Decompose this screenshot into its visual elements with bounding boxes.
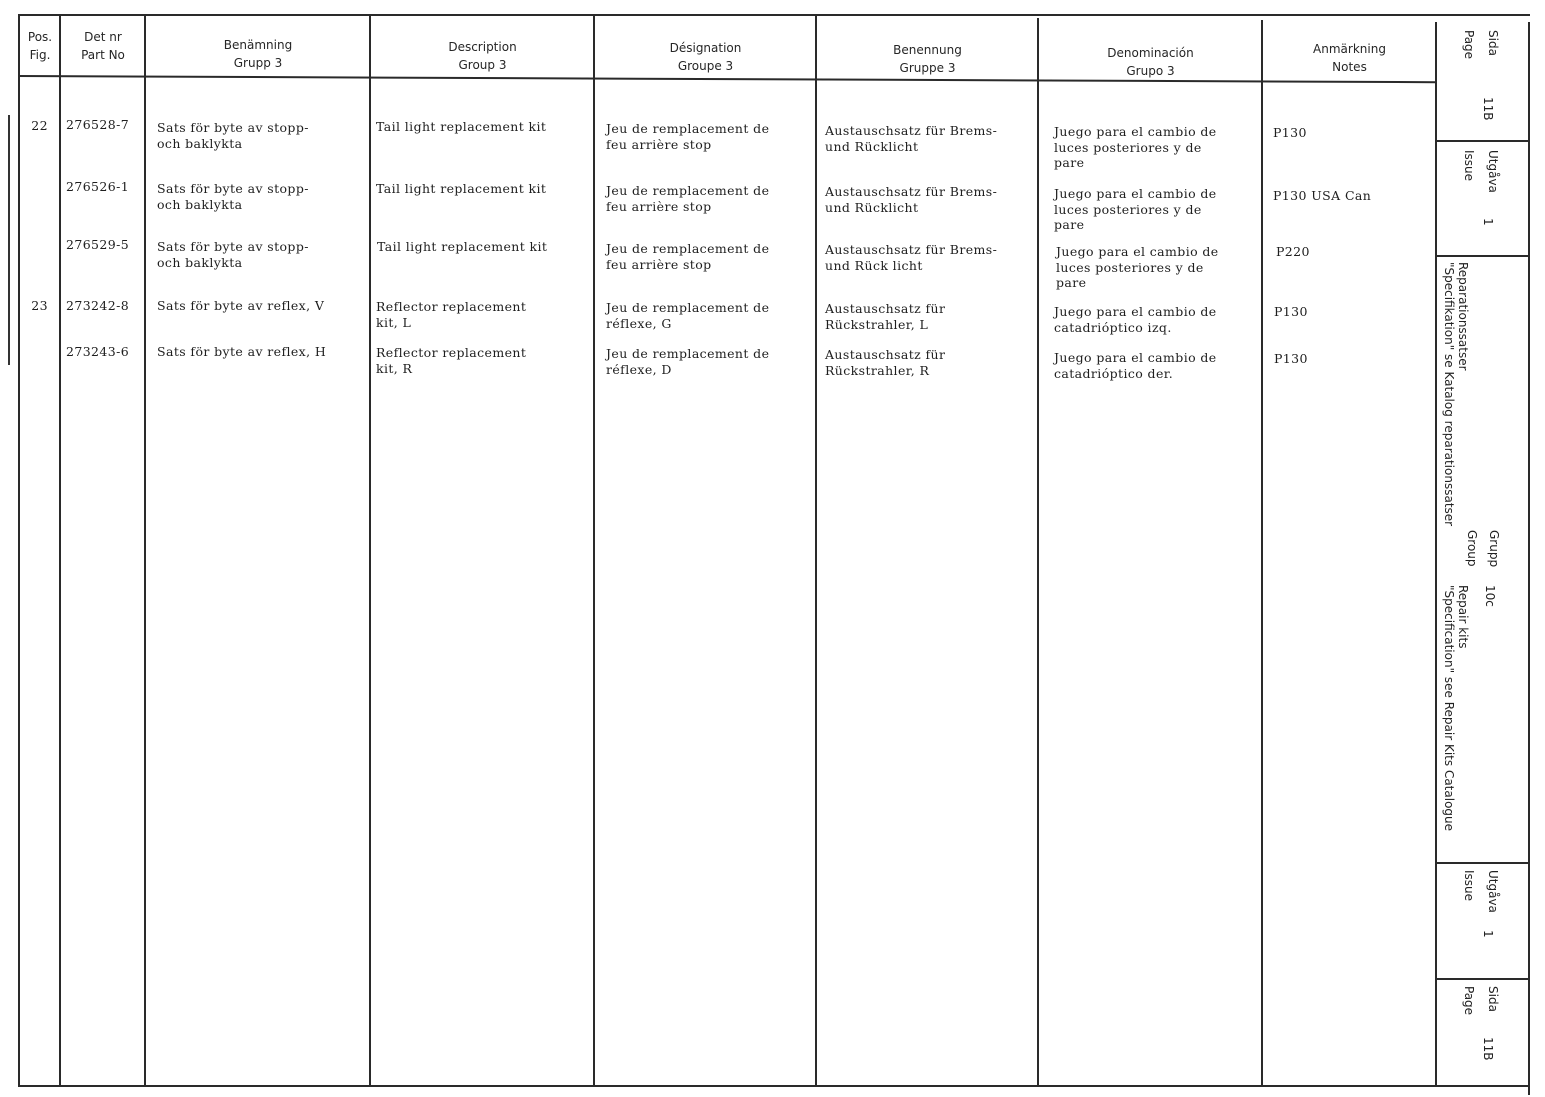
row-pos: 22: [31, 118, 48, 133]
header-designation-title: Désignation: [669, 41, 742, 55]
row-text-line: pare: [1054, 155, 1085, 170]
row-denominacion: [1054, 304, 1217, 335]
column-divider: [369, 14, 371, 1087]
header-pos: Pos.: [27, 30, 53, 44]
row-text-line: feu arrière stop: [606, 136, 712, 152]
row-text-line: Reflector replacement: [376, 345, 527, 360]
row-text-line: Austauschsatz für Brems-: [825, 123, 998, 138]
side-top-issue-value: 1: [1481, 218, 1495, 226]
row-part-no: 276526-1: [66, 179, 130, 194]
row-description: [376, 345, 526, 376]
side-top-page-value: 11B: [1481, 97, 1495, 121]
header-benennung: [817, 41, 1038, 77]
side-group-value: 10c: [1483, 585, 1497, 607]
side-title-line1: Reparationssatser: [1456, 262, 1470, 371]
row-text-line: und Rücklicht: [825, 199, 919, 215]
row-text-line: Austauschsatz für Brems-: [825, 242, 998, 257]
row-text-line: Tail light replacement kit: [376, 119, 547, 134]
row-text-line: Tail light replacement kit: [376, 181, 547, 196]
row-text-line: réflexe, G: [606, 315, 672, 331]
row-text-line: luces posteriores y de: [1054, 139, 1202, 155]
header-designation-group: Groupe 3: [677, 59, 734, 73]
revision-bar: [8, 115, 10, 365]
row-part-no: 276529-5: [66, 237, 130, 252]
row-designation: [606, 346, 769, 377]
header-pos-fig: [20, 28, 60, 64]
row-notes: P130: [1273, 125, 1307, 140]
row-benamning: [157, 120, 309, 151]
column-divider: [1037, 18, 1039, 1087]
side-separator: [1437, 255, 1530, 257]
row-text-line: und Rück licht: [825, 257, 923, 273]
row-text-line: luces posteriores y de: [1056, 259, 1204, 275]
row-benamning: [157, 344, 326, 360]
row-text-line: Juego para el cambio de: [1054, 304, 1217, 319]
side-bottom-issue: Utgåva Issue: [1462, 870, 1500, 913]
table-right-border: [1528, 22, 1530, 1095]
row-notes: P130 USA Can: [1273, 188, 1372, 203]
row-part-no: 273242-8: [66, 298, 130, 313]
row-benennung: [825, 301, 945, 332]
side-top-page: Sida Page: [1462, 30, 1500, 60]
row-denominacion: [1054, 350, 1217, 381]
row-notes: P130: [1274, 304, 1308, 319]
row-benamning: [157, 298, 324, 314]
row-designation: [606, 183, 769, 214]
row-text-line: Juego para el cambio de: [1054, 350, 1217, 365]
row-description: [376, 181, 546, 197]
row-text-line: Austauschsatz für: [825, 347, 946, 362]
row-description: [376, 119, 546, 135]
row-designation: [606, 241, 769, 272]
row-text-line: Sats för byte av stopp-: [157, 181, 309, 196]
side-title-line3: Repair kits: [1456, 585, 1470, 649]
header-notes-en: Notes: [1332, 60, 1367, 74]
row-text-line: Rückstrahler, L: [825, 316, 929, 332]
row-text-line: Austauschsatz für Brems-: [825, 184, 998, 199]
row-text-line: och baklykta: [157, 254, 243, 270]
header-benamning-title: Benämning: [223, 38, 293, 52]
row-benennung: [825, 184, 997, 215]
table-left-border: [18, 14, 20, 1087]
header-benamning: [146, 36, 370, 72]
row-text-line: Jeu de remplacement de: [606, 346, 770, 361]
header-denominacion-title: Denominación: [1107, 46, 1194, 60]
row-text-line: Sats för byte av stopp-: [157, 120, 309, 135]
side-bottom-page: Sida Page: [1462, 986, 1500, 1016]
row-text-line: Sats för byte av stopp-: [157, 239, 309, 254]
side-top-issue: Utgåva Issue: [1462, 150, 1500, 193]
row-text-line: catadrióptico izq.: [1054, 319, 1172, 335]
row-text-line: kit, R: [376, 360, 413, 376]
row-denominacion: [1054, 186, 1217, 233]
row-designation: [606, 121, 769, 152]
row-denominacion: [1054, 124, 1217, 171]
row-pos: 23: [31, 298, 48, 313]
column-divider: [593, 16, 595, 1087]
row-text-line: kit, L: [376, 314, 412, 330]
row-notes: P220: [1276, 244, 1310, 259]
table-top-border: [18, 14, 1530, 16]
side-separator: [1437, 140, 1530, 142]
header-description-title: Description: [448, 40, 517, 54]
header-benamning-group: Grupp 3: [233, 56, 283, 70]
header-notes: [1263, 40, 1436, 76]
row-text-line: Juego para el cambio de: [1056, 244, 1219, 259]
row-denominacion: [1056, 244, 1219, 291]
row-notes: P130: [1274, 351, 1308, 366]
header-anmarkning: Anmärkning: [1313, 42, 1386, 56]
row-text-line: luces posteriores y de: [1054, 201, 1202, 217]
column-divider: [1261, 20, 1263, 1087]
side-group-label: Grupp Group: [1465, 530, 1501, 568]
header-description-group: Group 3: [458, 58, 507, 72]
row-part-no: 276528-7: [66, 117, 130, 132]
row-text-line: feu arrière stop: [606, 198, 712, 214]
row-text-line: réflexe, D: [606, 361, 672, 377]
column-divider: [59, 14, 61, 1087]
row-text-line: Juego para el cambio de: [1054, 124, 1217, 139]
row-benennung: [825, 123, 997, 154]
row-text-line: Reflector replacement: [376, 299, 527, 314]
row-text-line: Tail light replacement kit: [377, 239, 548, 254]
side-title-line2: "Specifikation" se Katalog reparationssatser: [1442, 262, 1456, 527]
row-benennung: [825, 347, 945, 378]
row-description: [376, 299, 526, 330]
column-divider: [1435, 22, 1437, 1087]
side-title-line4: "Specification" see Repair Kits Catalogue: [1442, 585, 1456, 832]
side-bottom-issue-value: 1: [1481, 930, 1495, 938]
row-text-line: Sats för byte av reflex, H: [157, 344, 327, 359]
header-designation: [595, 39, 816, 75]
row-benamning: [157, 239, 309, 270]
header-denominacion: [1039, 44, 1262, 80]
side-bottom-page-value: 11B: [1481, 1037, 1495, 1061]
row-text-line: Juego para el cambio de: [1054, 186, 1217, 201]
side-separator: [1437, 862, 1530, 864]
row-text-line: och baklykta: [157, 196, 243, 212]
row-text-line: Sats för byte av reflex, V: [157, 298, 325, 313]
header-denominacion-group: Grupo 3: [1126, 64, 1175, 78]
row-text-line: catadrióptico der.: [1054, 365, 1174, 381]
row-text-line: Jeu de remplacement de: [606, 121, 770, 136]
row-text-line: feu arrière stop: [606, 256, 712, 272]
row-designation: [606, 300, 769, 331]
row-description: [377, 239, 547, 255]
column-divider: [144, 14, 146, 1087]
header-description: [371, 38, 594, 74]
header-det-nr: Det nr: [84, 30, 122, 44]
row-text-line: Jeu de remplacement de: [606, 183, 770, 198]
row-part-no: 273243-6: [66, 344, 130, 359]
header-part-no: [61, 28, 145, 64]
row-benennung: [825, 242, 997, 273]
header-fig: Fig.: [29, 48, 51, 62]
side-separator: [1437, 978, 1530, 980]
row-text-line: Jeu de remplacement de: [606, 241, 770, 256]
row-text-line: Rückstrahler, R: [825, 362, 930, 378]
column-divider: [815, 16, 817, 1087]
row-text-line: pare: [1056, 275, 1087, 290]
row-text-line: Jeu de remplacement de: [606, 300, 770, 315]
row-benamning: [157, 181, 309, 212]
row-text-line: pare: [1054, 217, 1085, 232]
table-bottom-border: [18, 1085, 1530, 1087]
row-text-line: och baklykta: [157, 135, 243, 151]
header-benennung-group: Gruppe 3: [899, 61, 956, 75]
row-text-line: und Rücklicht: [825, 138, 919, 154]
row-text-line: Austauschsatz für: [825, 301, 946, 316]
header-part-no-en: Part No: [81, 48, 125, 62]
header-benennung-title: Benennung: [893, 43, 962, 57]
